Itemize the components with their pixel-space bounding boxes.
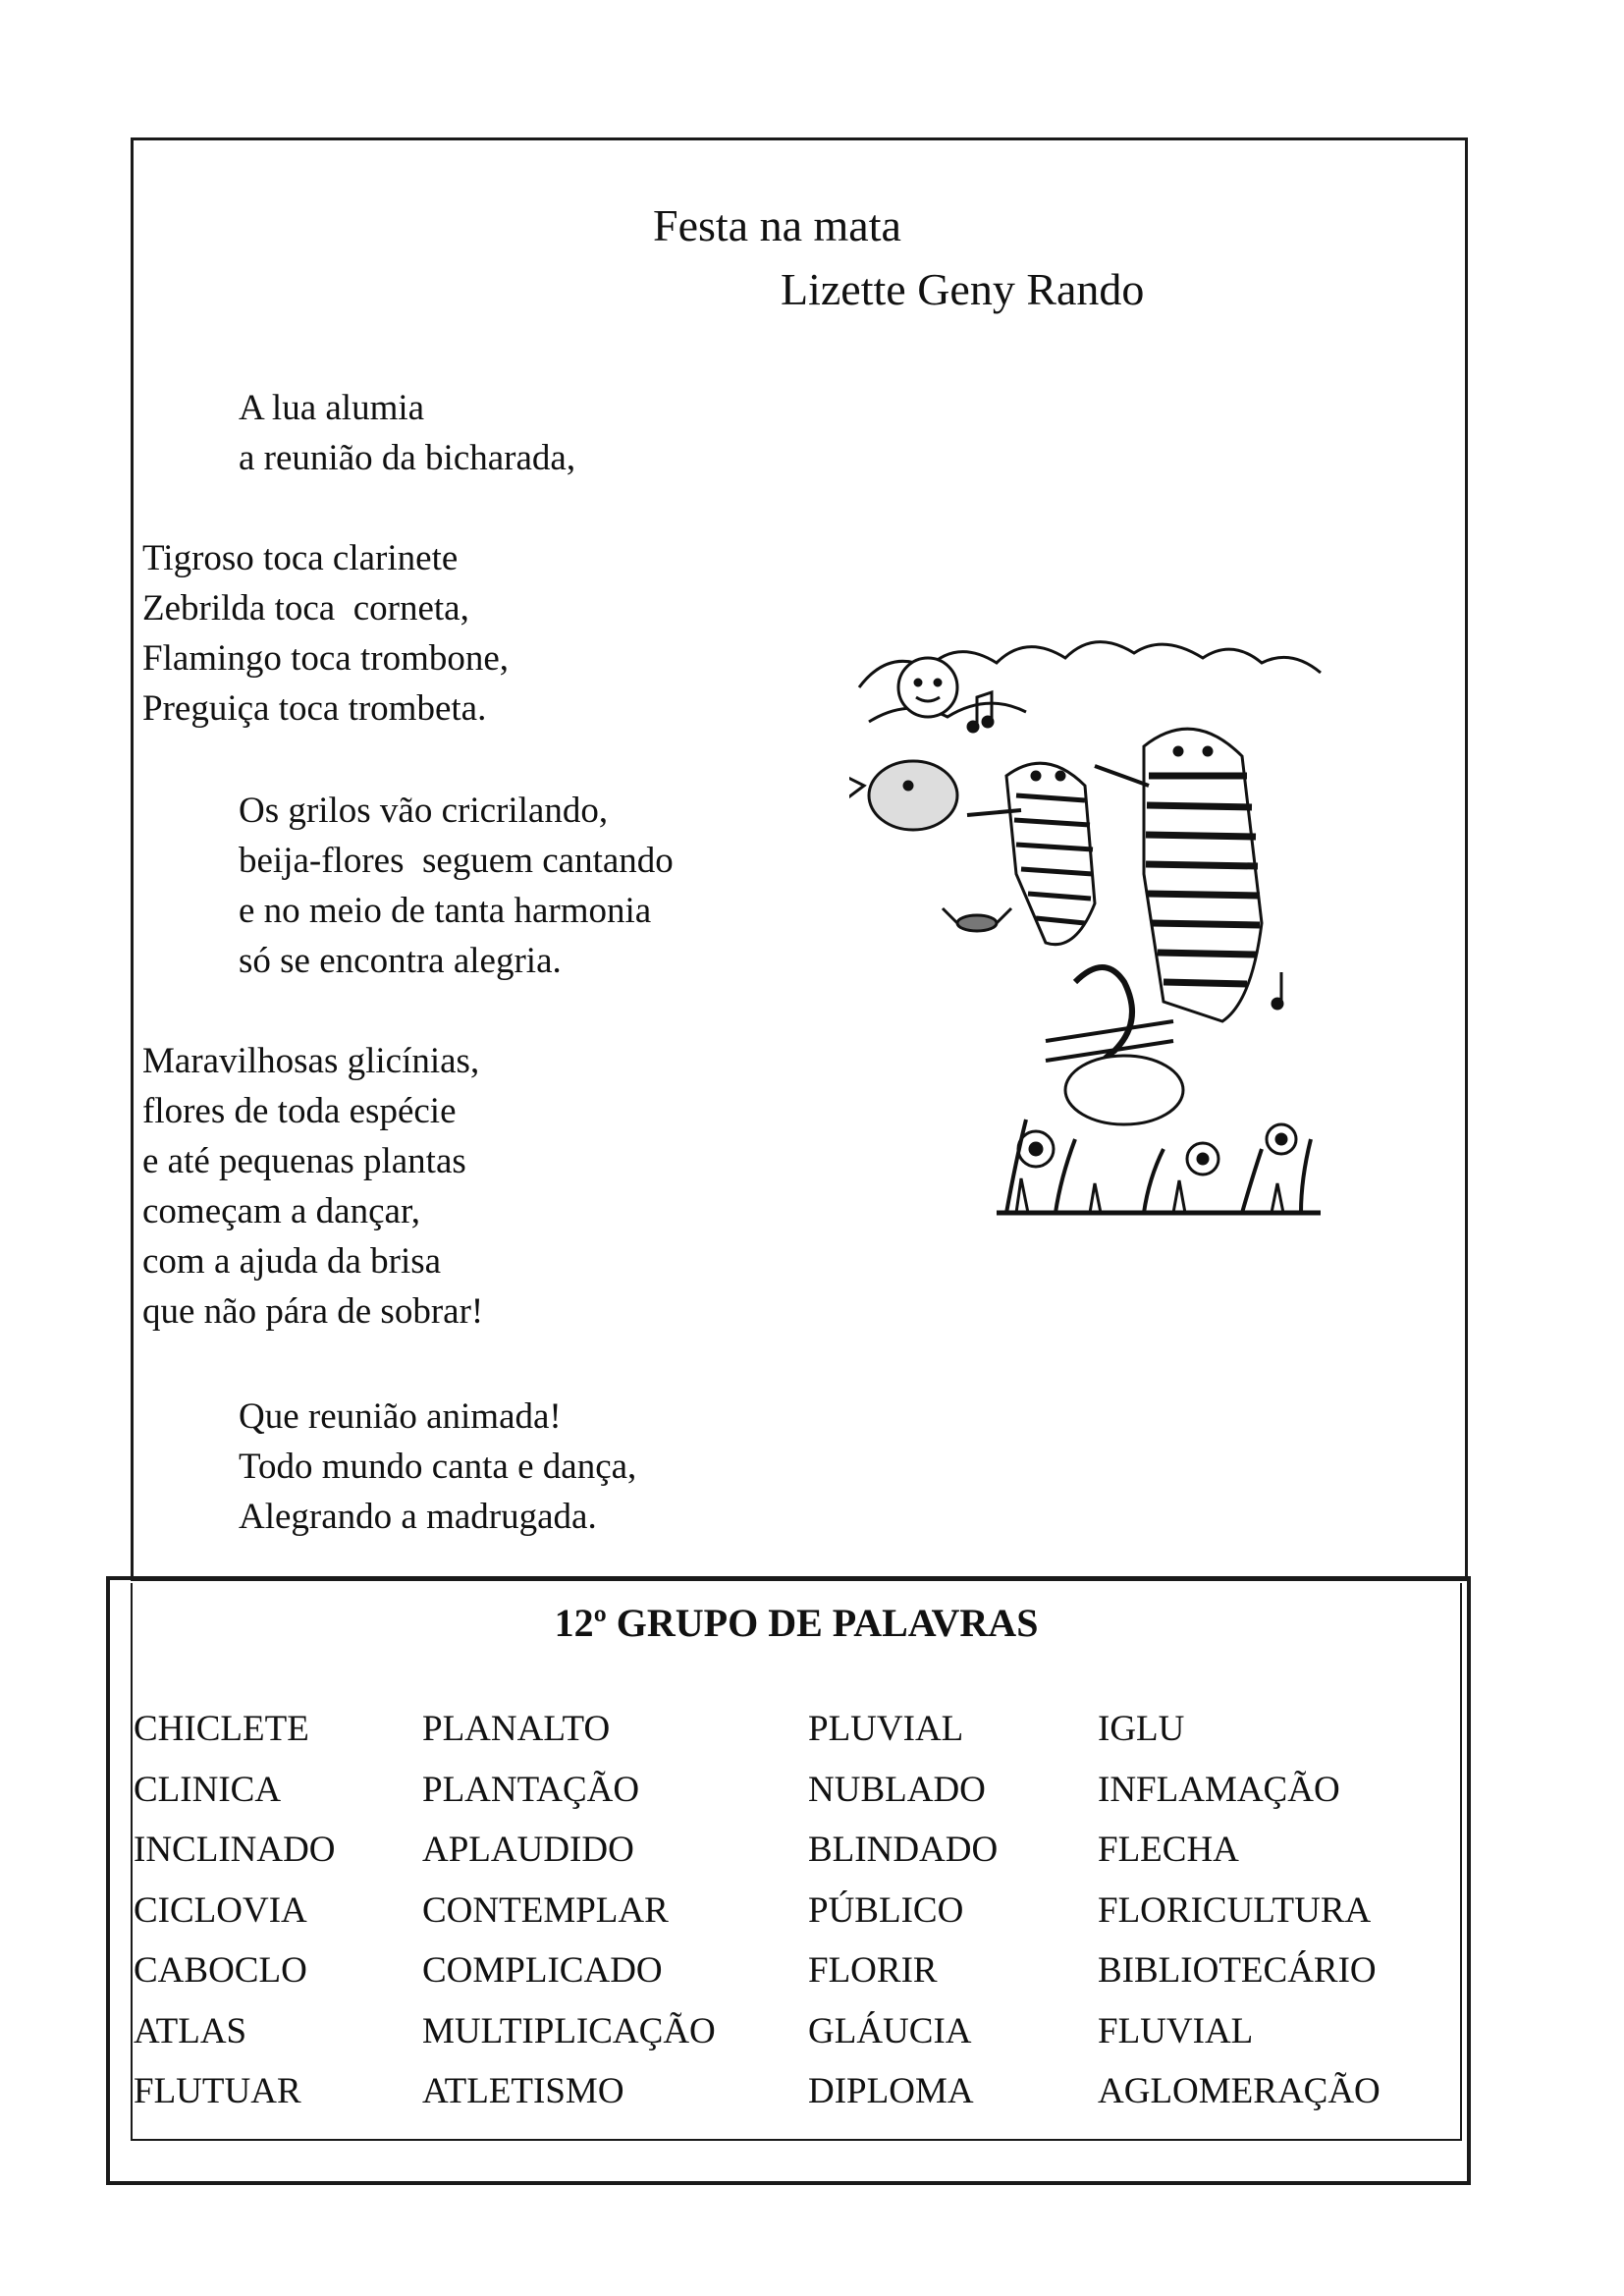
word-item: CABOCLO	[134, 1950, 307, 1991]
verse-line: com a ajuda da brisa	[142, 1241, 442, 1282]
word-item: ATLETISMO	[422, 2071, 624, 2111]
word-item: MULTIPLICAÇÃO	[422, 2010, 716, 2051]
verse-line: só se encontra alegria.	[239, 941, 562, 981]
word-item: AGLOMERAÇÃO	[1098, 2071, 1380, 2111]
verse-line: e no meio de tanta harmonia	[239, 891, 652, 931]
word-item: CONTEMPLAR	[422, 1889, 669, 1931]
verse-line: A lua alumia	[239, 388, 425, 428]
verse-line: e até pequenas plantas	[142, 1141, 466, 1181]
word-item: INFLAMAÇÃO	[1098, 1769, 1340, 1810]
word-item: NUBLADO	[808, 1769, 986, 1810]
word-item: FLORIR	[808, 1950, 938, 1991]
word-item: GLÁUCIA	[808, 2010, 972, 2051]
stanza-2	[142, 533, 509, 734]
verse-line: Preguiça toca trombeta.	[142, 688, 487, 729]
stanza-5	[239, 1392, 636, 1542]
word-item: INCLINADO	[134, 1830, 336, 1870]
verse-line: Flamingo toca trombone,	[142, 638, 510, 679]
verse-line: beija-flores seguem cantando	[239, 841, 674, 881]
verse-line: flores de toda espécie	[142, 1091, 457, 1131]
stanza-1	[239, 383, 575, 483]
word-item: BIBLIOTECÁRIO	[1098, 1950, 1377, 1991]
verse-line: começam a dançar,	[142, 1191, 421, 1231]
word-column-2	[422, 1699, 716, 2122]
stanza-4	[142, 1036, 483, 1337]
word-column-4	[1098, 1699, 1380, 2122]
word-item: CLINICA	[134, 1769, 282, 1810]
verse-line: Tigroso toca clarinete	[142, 538, 459, 578]
word-item: PÚBLICO	[808, 1889, 964, 1931]
poem-author: Lizette Geny Rando	[781, 264, 1145, 314]
verse-line: Alegrando a madrugada.	[239, 1497, 597, 1537]
word-item: FLUTUAR	[134, 2071, 301, 2111]
verse-line: a reunião da bicharada,	[239, 438, 576, 478]
verse-line: Que reunião animada!	[239, 1396, 562, 1437]
word-item: FLECHA	[1098, 1830, 1239, 1870]
word-column-3	[808, 1699, 998, 2122]
verse-line: Maravilhosas glicínias,	[142, 1041, 480, 1081]
verse-line: Os grilos vão cricrilando,	[239, 791, 609, 831]
word-group-title: 12º GRUPO DE PALAVRAS	[554, 1601, 1039, 1645]
word-item: APLAUDIDO	[422, 1830, 634, 1870]
word-item: CHICLETE	[134, 1709, 309, 1749]
word-column-1	[134, 1699, 336, 2122]
word-item: PLUVIAL	[808, 1709, 964, 1749]
stanza-3	[239, 786, 674, 986]
word-item: FLORICULTURA	[1098, 1889, 1372, 1931]
verse-line: Zebrilda toca corneta,	[142, 588, 469, 629]
musical-animals-illustration-icon	[849, 629, 1330, 1218]
verse-line: Todo mundo canta e dança,	[239, 1447, 637, 1487]
word-item: PLANTAÇÃO	[422, 1769, 640, 1810]
word-item: FLUVIAL	[1098, 2010, 1254, 2051]
word-item: COMPLICADO	[422, 1950, 663, 1991]
verse-line: que não pára de sobrar!	[142, 1291, 484, 1332]
word-item: IGLU	[1098, 1709, 1185, 1749]
word-item: PLANALTO	[422, 1709, 611, 1749]
poem-title: Festa na mata	[653, 200, 901, 250]
word-item: BLINDADO	[808, 1830, 999, 1870]
word-item: CICLOVIA	[134, 1889, 307, 1931]
word-item: ATLAS	[134, 2010, 247, 2051]
word-item: DIPLOMA	[808, 2071, 974, 2111]
